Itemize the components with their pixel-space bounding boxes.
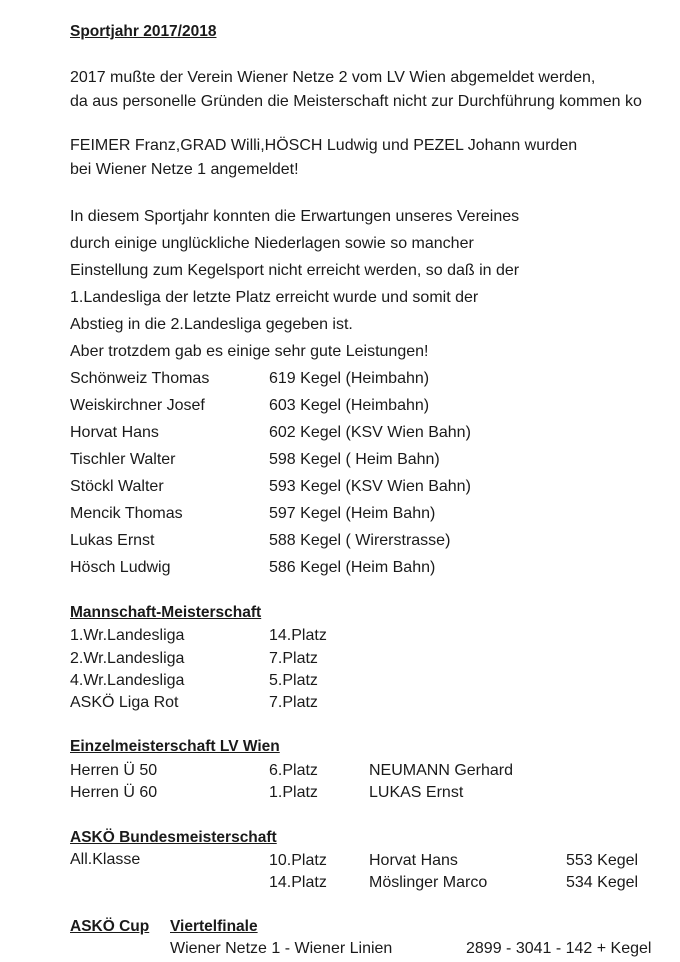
- intro-line-2: da aus personelle Gründen die Meisterschaft nicht zur Durchführung kommen ko: [70, 93, 642, 110]
- performance-score: 597 Kegel (Heim Bahn): [269, 505, 436, 522]
- performance-name: Weiskirchner Josef: [70, 397, 205, 414]
- performance-score: 588 Kegel ( Wirerstrasse): [269, 532, 451, 549]
- federal-heading: ASKÖ Bundesmeisterschaft: [70, 829, 277, 846]
- single-heading: Einzelmeisterschaft LV Wien: [70, 738, 280, 755]
- performance-score: 598 Kegel ( Heim Bahn): [269, 451, 440, 468]
- federal-player: Horvat Hans: [369, 852, 458, 869]
- single-player: LUKAS Ernst: [369, 784, 464, 801]
- season-line-3: Einstellung zum Kegelsport nicht erreicht werden, so daß in der: [70, 262, 520, 279]
- federal-place: 14.Platz: [269, 874, 327, 891]
- cup-result: 2899 - 3041 - 142 + Kegel: [466, 940, 652, 957]
- performance-score: 603 Kegel (Heimbahn): [269, 397, 430, 414]
- performance-score: 619 Kegel (Heimbahn): [269, 370, 430, 387]
- single-place: 1.Platz: [269, 784, 318, 801]
- federal-score: 553 Kegel: [566, 852, 639, 869]
- cup-heading: ASKÖ Cup: [70, 918, 150, 935]
- season-line-5: Abstieg in die 2.Landesliga gegeben ist.: [70, 316, 353, 333]
- performance-name: Horvat Hans: [70, 424, 159, 441]
- federal-category: All.Klasse: [70, 851, 141, 868]
- performance-name: Schönweiz Thomas: [70, 370, 210, 387]
- single-player: NEUMANN Gerhard: [369, 762, 514, 779]
- cup-match: Wiener Netze 1 - Wiener Linien: [170, 940, 393, 957]
- performance-name: Tischler Walter: [70, 451, 176, 468]
- season-line-2: durch einige unglückliche Niederlagen sowie so mancher: [70, 235, 474, 252]
- performance-name: Stöckl Walter: [70, 478, 164, 495]
- team-place: 7.Platz: [269, 694, 318, 711]
- page-title: Sportjahr 2017/2018: [70, 23, 217, 40]
- performance-score: 602 Kegel (KSV Wien Bahn): [269, 424, 471, 441]
- team-place: 5.Platz: [269, 672, 318, 689]
- cup-round: Viertelfinale: [170, 918, 258, 935]
- performance-score: 593 Kegel (KSV Wien Bahn): [269, 478, 471, 495]
- team-place: 7.Platz: [269, 650, 318, 667]
- transfer-line-2: bei Wiener Netze 1 angemeldet!: [70, 161, 299, 178]
- team-place: 14.Platz: [269, 627, 327, 644]
- federal-place: 10.Platz: [269, 852, 327, 869]
- performance-name: Hösch Ludwig: [70, 559, 171, 576]
- team-league: 1.Wr.Landesliga: [70, 627, 185, 644]
- season-line-4: 1.Landesliga der letzte Platz erreicht wurde und somit der: [70, 289, 479, 306]
- single-category: Herren Ü 60: [70, 784, 158, 801]
- federal-score: 534 Kegel: [566, 874, 639, 891]
- team-league: 4.Wr.Landesliga: [70, 672, 185, 689]
- season-line-6: Aber trotzdem gab es einige sehr gute Leistungen!: [70, 343, 429, 360]
- team-league: ASKÖ Liga Rot: [70, 694, 179, 711]
- single-place: 6.Platz: [269, 762, 318, 779]
- transfer-line-1: FEIMER Franz,GRAD Willi,HÖSCH Ludwig und PEZEL Johann wurden: [70, 137, 578, 154]
- performance-name: Lukas Ernst: [70, 532, 155, 549]
- performance-score: 586 Kegel (Heim Bahn): [269, 559, 436, 576]
- team-heading: Mannschaft-Meisterschaft: [70, 604, 262, 621]
- federal-player: Möslinger Marco: [369, 874, 488, 891]
- performance-name: Mencik Thomas: [70, 505, 183, 522]
- intro-line-1: 2017 mußte der Verein Wiener Netze 2 vom LV Wien abgemeldet werden,: [70, 69, 596, 86]
- team-league: 2.Wr.Landesliga: [70, 650, 185, 667]
- season-line-1: In diesem Sportjahr konnten die Erwartungen unseres Vereines: [70, 208, 520, 225]
- single-category: Herren Ü 50: [70, 762, 158, 779]
